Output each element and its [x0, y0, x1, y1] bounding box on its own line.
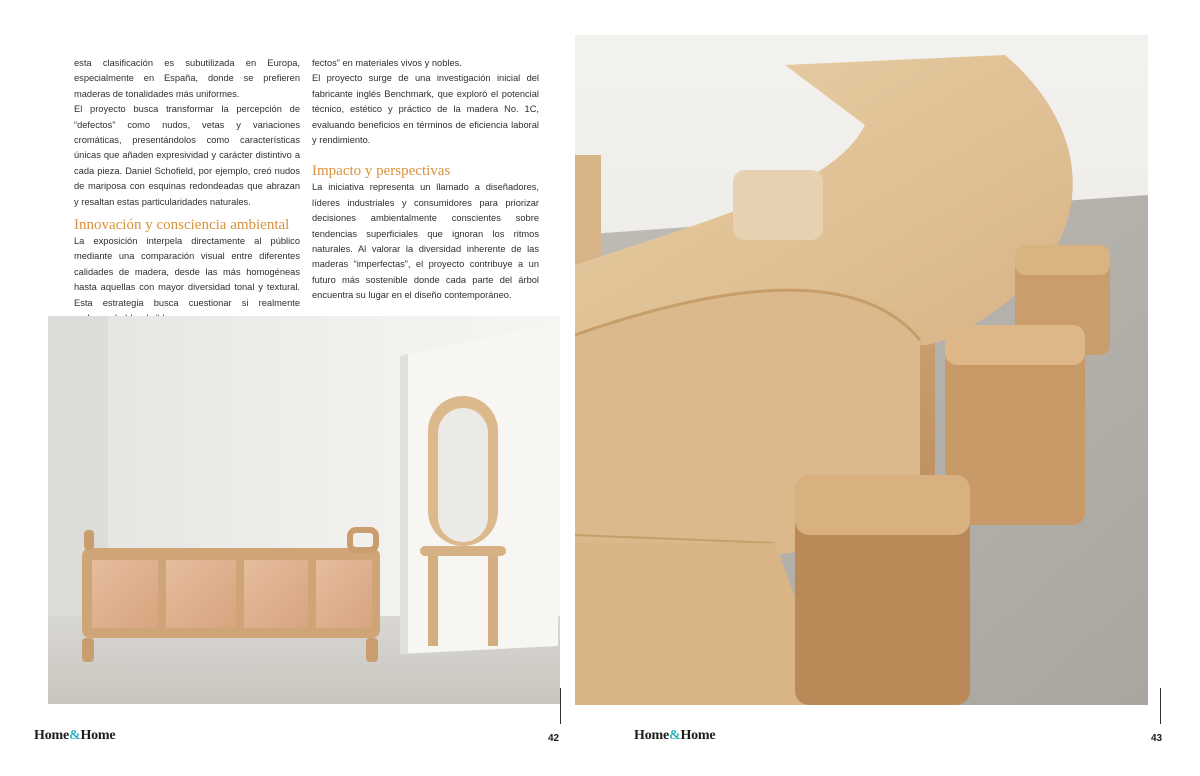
text-column-left: [74, 56, 300, 327]
page-number: 43: [1151, 733, 1163, 744]
magazine-logo: Home&Home: [34, 728, 116, 743]
curved-bench-illustration: [575, 35, 1148, 705]
section-heading: Innovación y consciencia ambiental: [74, 217, 290, 234]
paragraph: El proyecto surge de una investigación inicial del fabricante inglés Benchmark, que exploró el potencial técnico, estético y práctico de la madera No. 1C, evaluando beneficios en términos de eficiencia laboral y rendimiento.: [312, 73, 539, 146]
paragraph: La exposición interpela directamente al público mediante una comparación visual entre diferentes calidades de madera, desde las más homogéneas hasta aquellas con mayor diversidad tonal y textural. Esta estrategia busca cuestionar si realmente: [74, 236, 300, 308]
stool: [795, 475, 970, 705]
divider: [1160, 688, 1161, 724]
paragraph: esta clasificación es subutilizada en Europa, especialmente en España, donde se prefieren maderas de tonalidades más uniformes.: [74, 58, 300, 99]
divider: [560, 688, 561, 724]
paragraph: El proyecto busca transformar la percepción de “defectos” como nudos, vetas y variaciones cromáticas, presentándolos como características únicas que añaden expresividad y carácter distintivo a cada pieza. Daniel Schofield, por ejemplo, creó nudos de mariposa con esquinas redondeadas que abrazan y resaltan estas particularidades naturales.: [74, 104, 300, 207]
sideboard-mirror-illustration: [48, 316, 560, 704]
paragraph: La iniciativa representa un llamado a diseñadores, líderes industriales y consumidores para priorizar decisiones ambientalmente conscientes sobre tendencias superficiales que ignoran los ritmos naturales. Al valorar la diversidad inherente de las maderas “imperfectas”, el proyecto contribuye a un futuro más sostenible donde cada parte del árbol encuentra su lugar en el diseño contemporáneo.: [312, 182, 539, 301]
text-column-right: [312, 56, 539, 304]
magazine-logo: Home&Home: [634, 728, 716, 743]
paragraph: fectos” en materiales vivos y nobles.: [312, 58, 462, 68]
photo-sideboard-mirror: [48, 316, 560, 704]
section-heading: Impacto y perspectivas: [312, 163, 451, 180]
stool: [733, 170, 823, 240]
photo-curved-bench: [575, 35, 1148, 705]
page-number: 42: [548, 733, 560, 744]
